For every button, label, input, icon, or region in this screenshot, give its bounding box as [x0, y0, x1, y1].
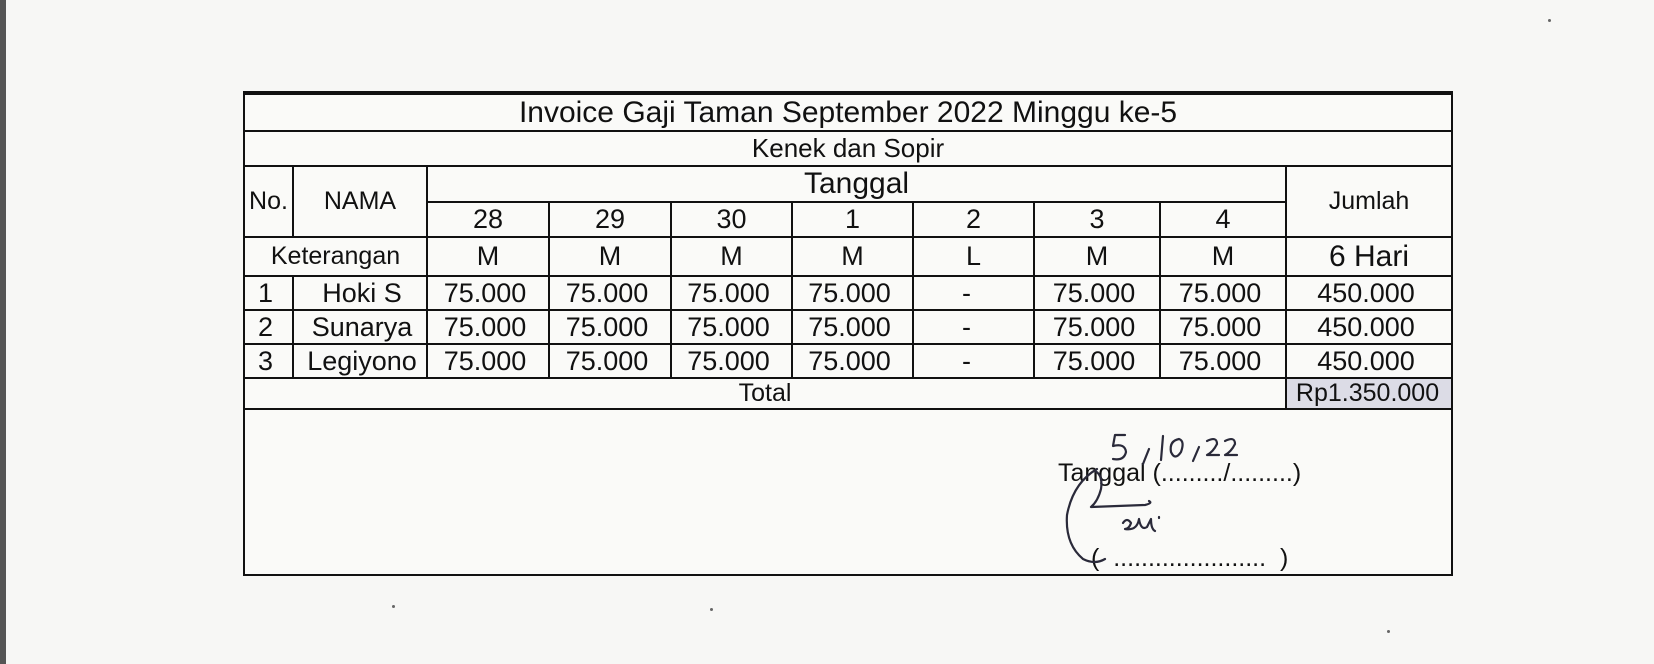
- sign-blank: ......................: [1113, 544, 1267, 572]
- sign-close: ): [1279, 544, 1289, 572]
- daily-amount: 75.000: [427, 310, 549, 344]
- daily-amount: 75.000: [549, 310, 671, 344]
- row-number: 3: [245, 344, 293, 378]
- daily-amount: 75.000: [1034, 276, 1160, 310]
- date-label: Tanggal (: [1058, 459, 1161, 487]
- date-close: ): [1292, 459, 1302, 487]
- sign-open: (: [1091, 544, 1100, 572]
- daily-amount: -: [913, 276, 1034, 310]
- date-line: [1058, 459, 1301, 488]
- status-code: L: [913, 237, 1034, 276]
- daily-amount: 75.000: [671, 310, 792, 344]
- daily-amount: 75.000: [792, 344, 913, 378]
- daily-amount: 75.000: [792, 310, 913, 344]
- scan-speck: [1387, 630, 1390, 633]
- day-header: 1: [792, 202, 913, 237]
- daily-amount: 75.000: [671, 276, 792, 310]
- scan-speck: [710, 608, 713, 611]
- invoice-title: Invoice Gaji Taman September 2022 Minggu ke-5: [245, 94, 1451, 131]
- invoice-subtitle: Kenek dan Sopir: [245, 131, 1451, 166]
- daily-amount: -: [913, 310, 1034, 344]
- daily-amount: 75.000: [1034, 310, 1160, 344]
- scan-edge: [0, 0, 6, 664]
- date-blank: ........./.........: [1160, 459, 1293, 487]
- row-number: 1: [245, 276, 293, 310]
- day-header: 4: [1160, 202, 1286, 237]
- daily-amount: 75.000: [1160, 276, 1286, 310]
- daily-amount: 75.000: [427, 276, 549, 310]
- signature-line: [1091, 544, 1288, 573]
- signature-area: [245, 419, 1451, 574]
- status-code: M: [792, 237, 913, 276]
- status-code: M: [671, 237, 792, 276]
- employee-name: Legiyono: [293, 344, 427, 378]
- table-row: [245, 276, 1451, 310]
- status-code: M: [1034, 237, 1160, 276]
- daily-amount: 75.000: [549, 344, 671, 378]
- day-header: 3: [1034, 202, 1160, 237]
- day-header: 30: [671, 202, 792, 237]
- daily-amount: 75.000: [1160, 310, 1286, 344]
- header-jumlah: Jumlah: [1286, 166, 1451, 237]
- row-total: 450.000: [1286, 344, 1451, 378]
- daily-amount: 75.000: [549, 276, 671, 310]
- table-row: [245, 310, 1451, 344]
- header-nama: NAMA: [293, 166, 427, 237]
- status-code: M: [549, 237, 671, 276]
- daily-amount: 75.000: [792, 276, 913, 310]
- day-header: 28: [427, 202, 549, 237]
- daily-amount: 75.000: [671, 344, 792, 378]
- status-code: M: [427, 237, 549, 276]
- scan-speck: [392, 605, 395, 608]
- employee-name: Sunarya: [293, 310, 427, 344]
- grand-total: Rp1.350.000: [1286, 378, 1451, 409]
- row-total: 450.000: [1286, 310, 1451, 344]
- status-code: M: [1160, 237, 1286, 276]
- day-header: 29: [549, 202, 671, 237]
- header-tanggal: Tanggal: [427, 166, 1286, 202]
- employee-name: Hoki S: [293, 276, 427, 310]
- daily-amount: 75.000: [1034, 344, 1160, 378]
- row-number: 2: [245, 310, 293, 344]
- table-row: [245, 344, 1451, 378]
- day-header: 2: [913, 202, 1034, 237]
- invoice-table: [245, 93, 1451, 410]
- keterangan-label: Keterangan: [245, 237, 427, 276]
- total-label: Total: [245, 378, 1286, 409]
- daily-amount: -: [913, 344, 1034, 378]
- daily-amount: 75.000: [1160, 344, 1286, 378]
- row-total: 450.000: [1286, 276, 1451, 310]
- scan-speck: [1548, 19, 1551, 22]
- header-no: No.: [245, 166, 293, 237]
- status-total: 6 Hari: [1286, 237, 1451, 276]
- invoice-sheet: [243, 91, 1453, 576]
- daily-amount: 75.000: [427, 344, 549, 378]
